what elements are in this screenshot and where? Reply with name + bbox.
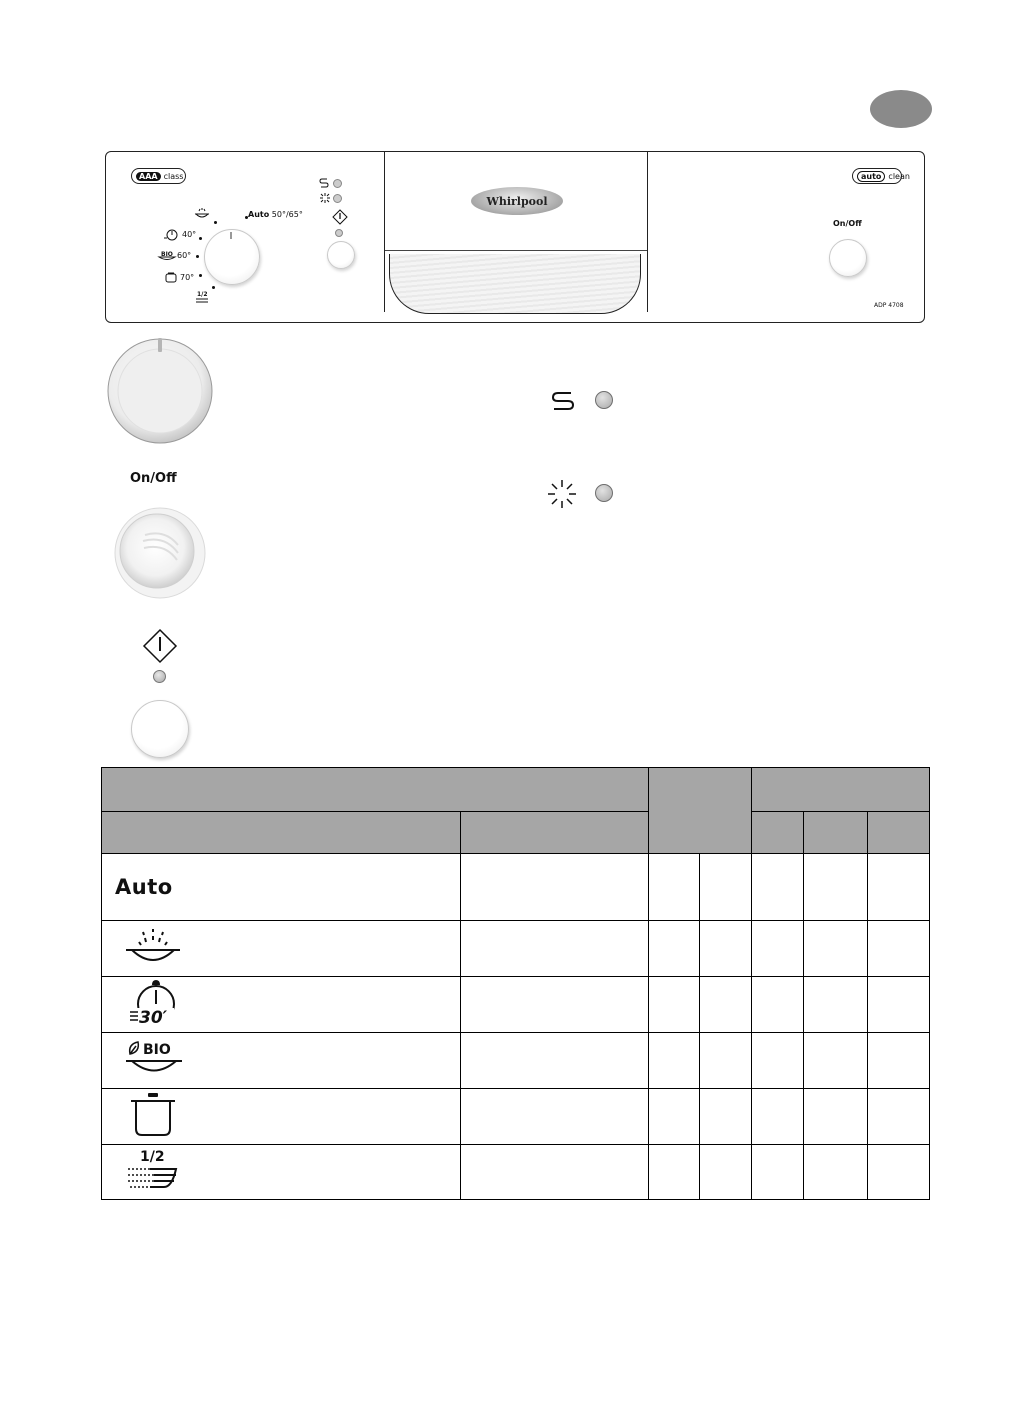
svg-text:BIO: BIO <box>161 251 173 258</box>
autoclean-strong: auto <box>857 171 885 182</box>
start-button[interactable] <box>131 700 189 758</box>
program-selector-knob-small[interactable] <box>204 229 260 285</box>
brand-name: Whirlpool <box>486 194 548 208</box>
table-row <box>102 1145 930 1200</box>
pot-icon <box>164 270 178 284</box>
temp-70-label: 70° <box>180 273 195 282</box>
door-area <box>384 151 648 312</box>
autoclean-badge <box>852 168 910 184</box>
quick-30-icon <box>124 978 182 1026</box>
salt-icon <box>319 177 329 189</box>
salt-indicator-led <box>595 391 613 409</box>
program-table <box>101 767 930 1200</box>
rinse-aid-indicator-led <box>595 484 613 502</box>
program-cell <box>102 1033 461 1089</box>
rinse-aid-indicator-icon <box>546 478 578 510</box>
program-cell <box>102 1089 461 1145</box>
program-dot <box>245 216 248 219</box>
table-row <box>102 921 930 977</box>
bio-label: BIO <box>143 1042 171 1058</box>
table-row <box>102 977 930 1033</box>
rinse-icon <box>124 926 182 966</box>
knob-pointer <box>230 232 232 239</box>
bio-icon <box>124 1038 184 1078</box>
table-header-sub-2 <box>804 812 868 854</box>
door-top <box>385 151 647 251</box>
door-handle[interactable] <box>389 254 641 314</box>
model-number: ADP 4708 <box>874 302 904 309</box>
start-icon <box>332 209 348 225</box>
program-cell <box>102 1145 461 1200</box>
salt-indicator-icon <box>550 388 576 414</box>
brand-logo <box>471 187 563 215</box>
start-led <box>153 670 166 683</box>
program-dot <box>199 237 202 240</box>
table-row <box>102 1033 930 1089</box>
salt-led-small <box>333 179 342 188</box>
program-cell <box>102 977 461 1033</box>
onoff-button[interactable] <box>110 505 210 601</box>
auto-program-temps: 50°/65° <box>271 210 303 219</box>
program-selector-knob[interactable] <box>105 336 217 446</box>
table-header-group-a <box>649 768 752 854</box>
rinse-aid-icon <box>319 192 331 204</box>
temp-60-label: 60° <box>177 251 192 260</box>
rinse-aid-led-small <box>333 194 342 203</box>
onoff-label-small: On/Off <box>833 219 862 228</box>
table-header-sub-1 <box>752 812 804 854</box>
energy-class-badge <box>131 168 186 184</box>
start-led-small <box>335 229 343 237</box>
quick-30-label: 30′ <box>139 1008 168 1026</box>
table-header-sub-3 <box>868 812 930 854</box>
half-load-icon <box>124 1147 184 1193</box>
start-icon <box>142 628 178 664</box>
program-cell <box>102 854 461 921</box>
quick-30-icon <box>163 228 179 242</box>
program-cell <box>102 921 461 977</box>
rinse-icon <box>194 206 210 220</box>
start-button-small[interactable] <box>327 241 355 269</box>
control-panel-illustration <box>105 151 925 323</box>
energy-class-strong: AAA <box>136 172 161 181</box>
program-dot <box>199 274 202 277</box>
auto-program-strong: Auto <box>248 210 270 219</box>
table-row <box>102 854 930 921</box>
half-load-icon <box>194 290 210 306</box>
energy-class-text: class <box>163 171 184 181</box>
pot-icon <box>124 1091 182 1137</box>
program-dot <box>212 286 215 289</box>
half-load-label: 1/2 <box>140 1148 165 1165</box>
table-header-program <box>102 812 461 854</box>
table-header-main <box>102 768 649 812</box>
table-header-group-b <box>752 768 930 812</box>
program-dot <box>196 255 199 258</box>
program-dot <box>214 221 217 224</box>
autoclean-text: clean <box>888 171 910 181</box>
bio-icon <box>157 249 177 261</box>
auto-program-name: Auto <box>115 875 173 899</box>
onoff-button-small[interactable] <box>829 239 867 277</box>
onoff-label: On/Off <box>130 471 177 486</box>
svg-text:1/2: 1/2 <box>197 291 208 298</box>
page-marker-badge <box>870 90 932 128</box>
temp-40-label: 40° <box>182 230 197 239</box>
table-header-description <box>460 812 649 854</box>
table-row <box>102 1089 930 1145</box>
auto-program-label <box>248 210 303 219</box>
